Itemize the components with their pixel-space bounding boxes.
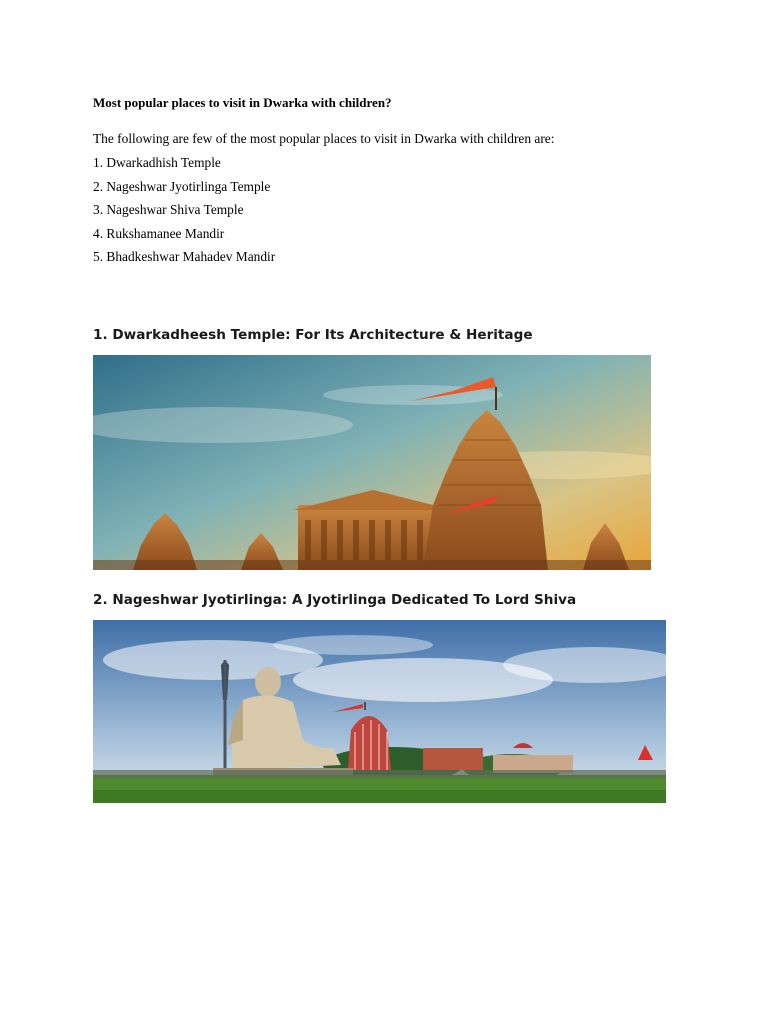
section-heading-nageshwar: 2. Nageshwar Jyotirlinga: A Jyotirlinga Dedicated To Lord Shiva [93,592,577,608]
list-item: 4. Rukshamanee Mandir [93,225,225,241]
list-item: 3. Nageshwar Shiva Temple [93,202,244,218]
list-item: 2. Nageshwar Jyotirlinga Temple [93,178,271,194]
places-list [93,155,275,273]
question-title: Most popular places to visit in Dwarka with children? [93,95,392,110]
list-item: 1. Dwarkadhish Temple [93,155,221,170]
dwarkadhish-temple-photo [93,355,651,570]
nageshwar-shiva-statue-photo [93,620,666,803]
list-item: 5. Bhadkeshwar Mahadev Mandir [93,249,276,265]
section-heading-dwarkadheesh: 1. Dwarkadheesh Temple: For Its Architecture & Heritage [93,327,533,343]
intro-paragraph: The following are few of the most popular places to visit in Dwarka with children are: [93,131,555,146]
